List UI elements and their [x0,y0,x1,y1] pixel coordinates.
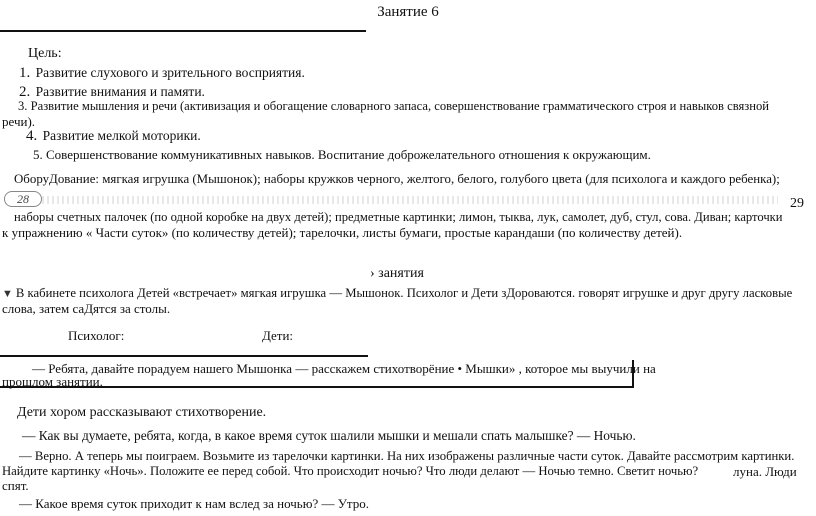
dialogue-line-1: — Ребята, давайте порадуем нашего Мышонка — расскажем стихотворёние • Мышки» , которое мы выучили на [32,361,656,376]
columns-underline [0,355,368,357]
intro-text: В кабинете психолога Детей «встречает» мягкая игрушка — Мышонок. Психолог и Дети зДороваются. говорят игрушке и друг другу ласковые [15,286,793,300]
dialogue-line-4-b: Найдите картинку «Ночь». Положите ее перед собой. Что происходит ночью? Что люди делают — Ночью темно. Светит ночью? [2,464,699,478]
goal-number: 4. [26,128,38,144]
equipment-line-2: наборы счетных палочек (по одной коробке на двух детей); предметные картинки; лимон, тыква, лук, самолет, дуб, стул, сова. Диван; карточки [14,210,783,224]
goal-text: Развитие слухового и зрительного восприятия. [35,65,305,80]
dialogue-line-4-b-right: луна. Люди [733,464,797,479]
goal-text: Развитие внимания и памяти. [35,84,205,99]
goals-heading: Цель: [28,46,62,61]
dialogue-line-2: Дети хором рассказывают стихотворение. [17,405,267,420]
intro-line-1 [2,286,792,301]
column-psychologist: Психолог: [68,328,125,343]
dialogue-line-4-c: спят. [2,478,29,493]
triangle-bullet-icon: ▼ [2,288,13,300]
page-fold-band [42,196,778,204]
page-title: Занятие 6 [377,4,439,20]
section-heading: › занятия [370,266,424,281]
goal-number: 2. [19,84,31,100]
goal-item-5 [33,147,651,163]
equipment-line-1: ОборуДование: мягкая игрушка (Мышонок); наборы кружков черного, желтого, белого, голубого цвета (для психолога и каждого ребенка); [14,172,780,186]
goal-item-3-continuation: речи). [2,114,36,129]
equipment-line-3: к упражнению « Части суток» (по количеству детей); тарелочки, листы бумаги, простые карандаши (по количеству детей). [2,225,683,240]
dialogue-line-4: — Верно. А теперь мы поиграем. Возьмите из тарелочки картинки. На них изображены различные части суток. Давайте рассмотрим картинки. [19,449,795,463]
goal-item-1 [19,65,305,82]
dialogue-line-3: — Как вы думаете, ребята, когда, в какое время суток шалили мышки и мешали спать малышке? — Ночью. [22,428,636,443]
goal-text: Развитие мелкой моторики. [42,128,201,143]
title-underline [0,30,366,32]
goal-number: 5. [33,147,43,162]
intro-line-2: слова, затем саДятся за столы. [2,301,171,316]
dialogue-line-5: — Какое время суток приходит к нам вслед за ночью? — Утро. [19,496,370,511]
goal-text: Развитие мышления и речи (активизация и обогащение словарного запаса, совершенствование грамматического строя и навыков связной [30,99,770,113]
column-children: Дети: [262,328,294,343]
goal-item-3 [18,99,769,114]
goal-item-4 [26,128,201,145]
goal-number: 1. [19,65,31,81]
goal-number: 3. [18,99,28,113]
left-page-number: 28 [4,191,42,207]
right-page-number: 29 [790,196,804,211]
goal-text: Совершенствование коммуникативных навыков. Воспитание доброжелательного отношения к окружающим. [46,147,651,162]
dialogue-line-1-continuation: прошлом занятии. [2,374,103,389]
